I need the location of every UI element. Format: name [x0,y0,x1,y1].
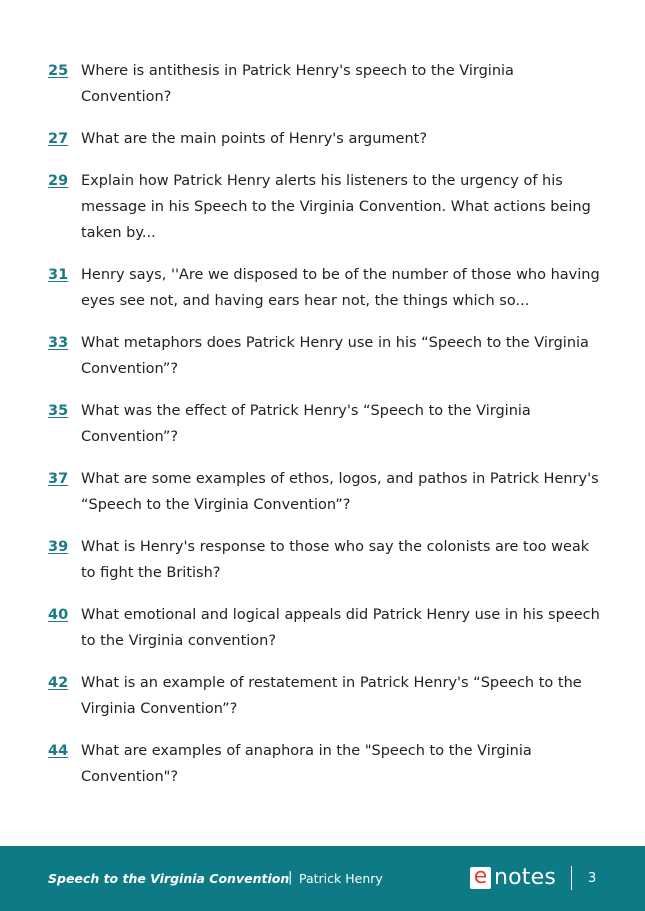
question-item [48,398,600,450]
question-item [48,126,600,152]
question-item [48,262,600,314]
question-number-link[interactable]: 44 [48,743,69,759]
footer-title: Speech to the Virginia Convention [48,871,290,886]
logo-e-letter: e [473,864,488,889]
page-number: 3 [588,871,597,886]
question-item [48,534,600,586]
question-text[interactable]: Henry says, ''Are we disposed to be of the number of those who having eyes see not, and having ears hear not, the things which so... [81,267,600,309]
question-number-link[interactable]: 27 [48,131,69,147]
footer-separator: | [288,870,293,885]
question-item [48,602,600,654]
question-number-link[interactable]: 42 [48,675,69,691]
question-text[interactable]: What emotional and logical appeals did Patrick Henry use in his speech to the Virginia convention? [81,607,600,649]
question-text[interactable]: What metaphors does Patrick Henry use in his “Speech to the Virginia Convention”? [81,335,589,377]
question-item [48,168,600,246]
page-footer [0,846,645,911]
question-text[interactable]: What are the main points of Henry's argument? [81,131,428,147]
question-item [48,58,600,110]
question-item [48,330,600,382]
footer-author: Patrick Henry [299,871,383,886]
footer-divider [571,866,572,890]
question-text[interactable]: Explain how Patrick Henry alerts his listeners to the urgency of his message in his Speech to the Virginia Convention. What actions being taken by... [81,173,591,241]
question-number-link[interactable]: 39 [48,539,69,555]
question-text[interactable]: Where is antithesis in Patrick Henry's speech to the Virginia Convention? [81,63,514,105]
question-item [48,670,600,722]
question-number-link[interactable]: 33 [48,335,69,351]
question-number-link[interactable]: 25 [48,63,69,79]
enotes-logo[interactable] [470,866,556,890]
question-number-link[interactable]: 31 [48,267,69,283]
question-text[interactable]: What are some examples of ethos, logos, and pathos in Patrick Henry's “Speech to the Virginia Convention”? [81,471,599,513]
question-text[interactable]: What is an example of restatement in Patrick Henry's “Speech to the Virginia Convention”? [81,675,582,717]
logo-wordmark: notes [494,865,557,890]
question-text[interactable]: What was the effect of Patrick Henry's “Speech to the Virginia Convention”? [81,403,531,445]
question-number-link[interactable]: 40 [48,607,69,623]
question-list [48,58,600,806]
question-number-link[interactable]: 37 [48,471,69,487]
question-item [48,738,600,790]
question-number-link[interactable]: 29 [48,173,69,189]
question-text[interactable]: What are examples of anaphora in the "Speech to the Virginia Convention"? [81,743,532,785]
question-number-link[interactable]: 35 [48,403,69,419]
logo-e-icon [470,864,491,889]
question-text[interactable]: What is Henry's response to those who say the colonists are too weak to fight the British? [81,539,590,581]
question-item [48,466,600,518]
